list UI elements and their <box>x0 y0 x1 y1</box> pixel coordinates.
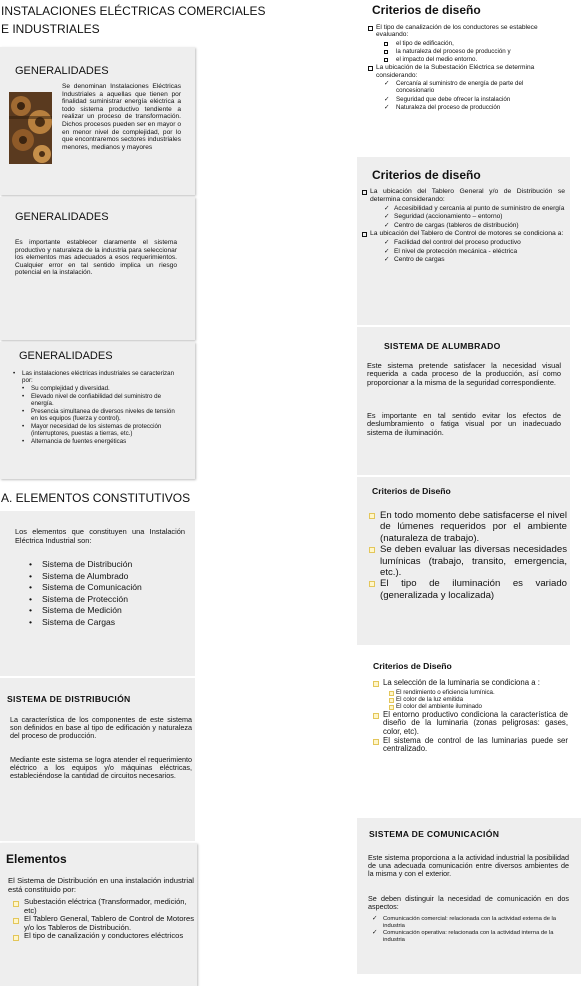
slide-text: Este sistema proporciona a la actividad industrial la posibilidad de una adecuada comunicación entre diversos ambientes de la misma y con el exterior. <box>368 853 569 879</box>
criteria-list <box>362 188 565 265</box>
slide-sistema-alumbrado <box>357 327 570 475</box>
slide-text: Los elementos que constituyen una Instalación Eléctrica Industrial son: <box>15 527 185 545</box>
list-item: • Las instalaciones eléctricas industriales se caracterizan por: • Su complejidad y diversidad. • Elevado nivel de confiabilidad del suministro de energía. • Presencia simultanea de diversos niveles de tensión en los equipos (fuerza y control). • Mayor necesidad de los sistemas de protección (interruptores, puestas a tierras, etc.) • Alternancia de fuentes energéticas <box>13 370 183 445</box>
slide-criterios-diseno-2 <box>357 157 570 325</box>
slide-criterios-diseno-4 <box>357 653 581 818</box>
slide-sistema-distribucion <box>0 678 195 841</box>
list-item: La ubicación del Tablero General y/o de Distribución se determina considerando: ✓ Accesibilidad y cercanía al punto de suministro de energía ✓ Seguridad (accionamiento – entorno) ✓ Centro de cargas (tableros de distribución) <box>362 188 565 229</box>
list-item: ✓ Comunicación comercial: relacionada con la actividad externa de la industria <box>372 915 557 929</box>
list-item: • Mayor necesidad de los sistemas de protección (interruptores, puestas a tierras, etc.) <box>22 423 162 437</box>
list-item: El color del ambiente iluminado <box>389 703 568 710</box>
list-item: • Sistema de Medición <box>29 605 122 615</box>
list-item: ✓ Seguridad que debe ofrecer la instalación <box>384 95 511 103</box>
list-item: El Tablero General, Tablero de Control de Motores y/o los Tableros de Distribución. <box>13 915 194 932</box>
list-item: La selección de la luminaria se condiciona a : El rendimiento o eficiencia lumínica. El color de la luz emitida El color del ambiente iluminado <box>373 679 568 711</box>
criteria-list <box>369 510 567 601</box>
slide-generalidades-2 <box>0 197 195 340</box>
characteristics-list <box>13 370 183 446</box>
list-item: El color de la luz emitida <box>389 696 568 703</box>
slide-text: La característica de los componentes de este sistema son definidos en base al tipo de edificación y naturaleza del proceso de producción. <box>10 715 192 741</box>
list-item: • Sistema de Cargas <box>29 616 116 627</box>
list-item: El tipo de canalización y conductores eléctricos <box>13 932 194 941</box>
slide-elementos-constitutivos <box>0 511 195 676</box>
list-item: ✓ Cercanía al suministro de energía de parte del concesionario <box>384 80 524 95</box>
list-item: El tipo de canalización de los conductores se establece evaluando: el tipo de edificación, la naturaleza del proceso de producción y el impacto del medio entorno. <box>368 24 563 63</box>
list-item: • Su complejidad y diversidad. <box>22 385 110 392</box>
list-item: Subestación eléctrica (Transformador, medición, etc) <box>13 898 194 915</box>
list-item: ✓ Seguridad (accionamiento – entorno) <box>384 213 503 221</box>
slide-text: Se denominan Instalaciones Eléctricas Industriales a aquellas que tienen por finalidad suministrar energía eléctrica a todo sistema productivo tendiente a realizar un proceso de transformación. Dichos procesos pueden ser en mayor o en menor nivel de complejidad, por lo que encontraremos sectores industriales menores, medianos y mayores <box>62 83 181 151</box>
systems-list <box>29 559 179 628</box>
list-item: La ubicación del Tablero de Control de motores se condiciona a: ✓ Facilidad del control del proceso productivo ✓ El nivel de protección mecánica - eléctrica ✓ Centro de cargas <box>362 230 565 264</box>
list-item: El entorno productivo condiciona la característica de diseño de la luminaria (zonas peligrosas: gases, color, etc). <box>373 711 568 737</box>
slide-title: SISTEMA DE COMUNICACIÓN <box>369 829 500 839</box>
list-item: ✓ Naturaleza del proceso de producción <box>384 103 501 111</box>
communication-list <box>372 916 569 944</box>
list-item: • Sistema de Alumbrado <box>29 570 129 581</box>
slide-elementos <box>0 843 197 986</box>
criteria-list <box>368 24 563 112</box>
slide-text: Es importante establecer claramente el sistema productivo y naturaleza de la industria para seleccionar los elementos mas adecuados a esos requerimientos. Cualquier error en tal sentido implica un riesgo potencial en la instalación. <box>15 239 177 277</box>
slide-title: GENERALIDADES <box>19 350 113 362</box>
list-item: El sistema de control de las luminarias puede ser centralizado. <box>373 737 568 754</box>
slide-title: GENERALIDADES <box>15 65 109 77</box>
list-item: El rendimiento o eficiencia lumínica. <box>389 689 568 696</box>
section-heading: A. ELEMENTOS CONSTITUTIVOS <box>1 491 191 505</box>
list-item: el tipo de edificación, <box>384 40 563 47</box>
list-item: • Elevado nivel de confiabilidad del suministro de energía. <box>22 393 162 407</box>
document-title: INSTALACIONES ELÉCTRICAS COMERCIALES E INDUSTRIALES <box>1 4 266 36</box>
list-item: • Sistema de Comunicación <box>29 582 142 592</box>
list-item: el impacto del medio entorno. <box>384 56 563 63</box>
slide-text: El Sistema de Distribución en una instalación industrial está constituido por: <box>8 876 194 894</box>
list-item: • Presencia simultanea de diversos niveles de tensión en los equipos (fuerza y control). <box>22 408 175 422</box>
list-item: ✓ Accesibilidad y cercanía al punto de suministro de energía <box>384 204 565 212</box>
slide-title: GENERALIDADES <box>15 211 109 223</box>
list-item: ✓ Centro de cargas <box>384 256 445 264</box>
slide-text: Se deben distinguir la necesidad de comunicación en dos aspectos: <box>368 894 569 912</box>
gears-image <box>9 92 52 164</box>
slide-text: Mediante este sistema se logra atender el requerimiento eléctrico a los equipos y/o máquinas eléctricas, estableciéndose la cantidad de circuitos necesarios. <box>10 755 192 781</box>
slide-title: Criterios de diseño <box>372 168 481 182</box>
list-item: ✓ Facilidad del control del proceso productivo <box>384 239 521 247</box>
slide-title: SISTEMA DE DISTRIBUCIÓN <box>7 694 131 704</box>
slide-sistema-comunicacion <box>357 818 581 974</box>
list-item: En todo momento debe satisfacerse el nivel de lúmenes requeridos por el ambiente (naturaleza de trabajo). <box>369 510 567 544</box>
slide-criterios-diseno-3 <box>357 477 570 645</box>
list-item: ✓ Centro de cargas (tableros de distribución) <box>384 221 519 229</box>
slide-generalidades-1 <box>0 47 195 195</box>
list-item: la naturaleza del proceso de producción y <box>384 48 563 55</box>
elements-list <box>13 898 194 941</box>
list-item: El tipo de iluminación es variado (generalizada y localizada) <box>369 578 567 601</box>
slide-title: Elementos <box>6 852 67 866</box>
slide-title: Criterios de diseño <box>372 3 481 17</box>
slide-generalidades-3 <box>0 342 195 479</box>
list-item: ✓ Comunicación operativa: relacionada con la actividad interna de la industria <box>372 929 554 943</box>
slide-text: Este sistema pretende satisfacer la necesidad visual requerida a cada proceso de la producción, así como proporcionar a la misma de la seguridad correspondiente. <box>367 361 561 387</box>
list-item: • Sistema de Distribución <box>29 559 133 569</box>
slide-title: SISTEMA DE ALUMBRADO <box>384 341 501 351</box>
slide-title: Criterios de Diseño <box>373 661 452 671</box>
list-item: Se deben evaluar las diversas necesidades lumínicas (trabajo, transito, emergencia, etc.). <box>369 544 567 578</box>
list-item: La ubicación de la Subestación Eléctrica se determina considerando: ✓ Cercanía al suministro de energía de parte del concesionario ✓ Seguridad que debe ofrecer la instalación ✓ Naturaleza del proceso de producción <box>368 64 563 111</box>
slide-text: Es importante en tal sentido evitar los efectos de deslumbramiento o fatiga visual por un inadecuado sistema de iluminación. <box>367 411 561 437</box>
slide-title: Criterios de Diseño <box>372 486 451 496</box>
criteria-list <box>373 679 568 754</box>
list-item: • Sistema de Protección <box>29 593 128 604</box>
slide-criterios-diseno-1 <box>357 0 570 155</box>
list-item: ✓ El nivel de protección mecánica - eléctrica <box>384 247 518 255</box>
list-item: • Alternancia de fuentes energéticas <box>22 438 127 445</box>
